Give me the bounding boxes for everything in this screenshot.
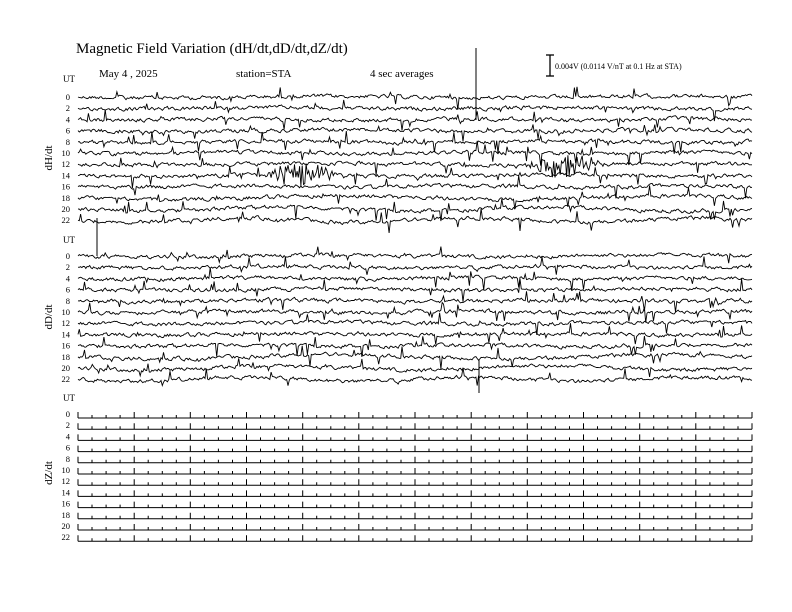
scale-bar	[546, 55, 554, 76]
hour-ticks	[78, 513, 752, 519]
panel-label: dZ/dt	[43, 461, 55, 485]
hour-label: 10	[61, 465, 70, 475]
hour-ticks	[78, 535, 752, 541]
hour-label: 20	[61, 363, 70, 373]
ut-label: UT	[63, 235, 75, 245]
ut-label: UT	[63, 393, 75, 403]
hour-label: 14	[61, 170, 70, 181]
hour-label: 12	[61, 318, 70, 329]
hour-label: 0	[65, 251, 70, 261]
trace-line	[78, 110, 752, 131]
hour-label: 16	[61, 498, 70, 509]
hour-label: 6	[65, 125, 70, 136]
trace-line	[78, 100, 752, 121]
hour-label: 14	[61, 487, 70, 498]
hour-label: 14	[61, 329, 70, 340]
hour-label: 12	[61, 476, 70, 487]
hour-label: 2	[65, 420, 70, 431]
hour-ticks	[78, 423, 752, 429]
hour-label: 8	[65, 295, 70, 306]
hour-ticks	[78, 524, 752, 530]
hour-label: 0	[65, 409, 70, 419]
hour-label: 4	[65, 431, 70, 442]
hour-label: 2	[65, 262, 70, 273]
date-label: May 4 , 2025	[99, 68, 158, 80]
hour-label: 10	[61, 307, 70, 317]
hour-label: 18	[61, 192, 70, 203]
hour-label: 18	[61, 351, 70, 362]
hour-label: 22	[61, 374, 70, 385]
hour-ticks	[78, 502, 752, 508]
hour-label: 8	[65, 453, 70, 464]
trace-line	[78, 155, 752, 177]
averaging-label: 4 sec averages	[370, 68, 434, 80]
trace-line	[78, 279, 752, 302]
hour-ticks	[78, 434, 752, 440]
hour-ticks	[78, 468, 752, 474]
hour-label: 22	[61, 532, 70, 543]
hour-label: 6	[65, 442, 70, 453]
panels	[43, 48, 752, 542]
hour-label: 2	[65, 103, 70, 114]
hour-label: 16	[61, 340, 70, 351]
hour-label: 4	[65, 273, 70, 284]
hour-label: 10	[61, 148, 70, 158]
hour-ticks	[78, 446, 752, 452]
trace-line	[78, 185, 752, 209]
hour-label: 0	[65, 92, 70, 102]
hour-label: 4	[65, 114, 70, 125]
trace-line	[78, 313, 752, 335]
chart-title: Magnetic Field Variation (dH/dt,dD/dt,dZ/dt)	[76, 41, 348, 57]
trace-line	[78, 303, 752, 323]
hour-label: 20	[61, 521, 70, 531]
hour-label: 20	[61, 204, 70, 214]
hour-label: 18	[61, 509, 70, 520]
trace-line	[78, 268, 752, 291]
panel-label: dD/dt	[43, 304, 55, 330]
trace-line	[78, 131, 752, 154]
hour-ticks	[78, 412, 752, 418]
hour-label: 8	[65, 136, 70, 147]
trace-line	[78, 358, 752, 377]
trace-line	[78, 257, 752, 275]
trace-line	[78, 87, 752, 110]
hour-label: 22	[61, 215, 70, 226]
hour-label: 12	[61, 159, 70, 170]
hour-label: 16	[61, 181, 70, 192]
trace-line	[78, 247, 752, 264]
trace-line	[78, 164, 752, 188]
hour-label: 6	[65, 284, 70, 295]
station-label: station=STA	[236, 68, 292, 80]
hour-ticks	[78, 457, 752, 463]
ut-label: UT	[63, 74, 75, 84]
panel-label: dH/dt	[43, 145, 55, 171]
scale-label: 0.004V (0.0114 V/nT at 0.1 Hz at STA)	[555, 62, 682, 71]
trace-line	[78, 291, 752, 312]
trace-line	[78, 323, 752, 344]
hour-ticks	[78, 479, 752, 485]
hour-ticks	[78, 490, 752, 496]
